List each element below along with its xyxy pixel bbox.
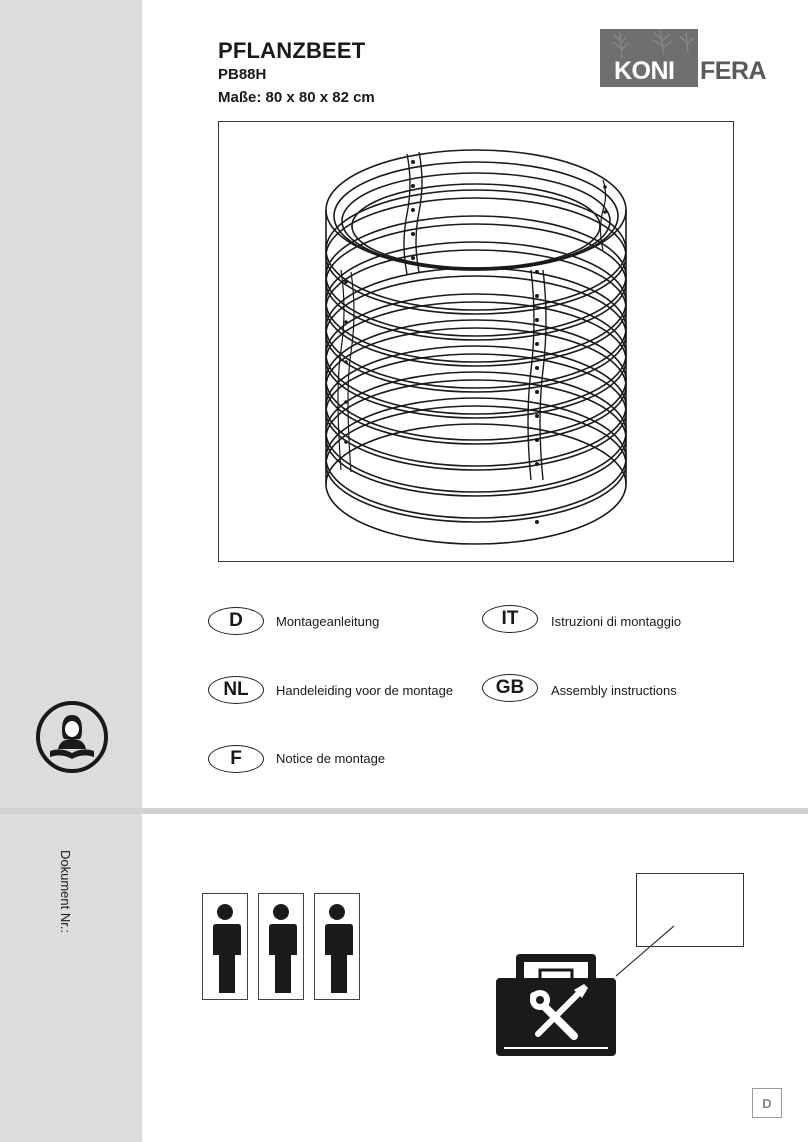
raised-bed-illustration [219, 122, 733, 561]
person-icon [202, 893, 248, 1000]
language-label-it: Istruzioni di montaggio [551, 614, 682, 629]
language-code-nl: NL [208, 676, 264, 704]
person-icon [258, 893, 304, 1000]
language-label-nl: Handeleiding voor de montage [276, 683, 454, 698]
language-code-f: F [208, 745, 264, 773]
document-number-label: Dokument Nr.: [58, 850, 73, 934]
tool-note-box [636, 873, 744, 947]
language-label-f: Notice de montage [276, 751, 386, 766]
logo-text-fera: FERA [700, 57, 767, 85]
product-dimensions: Maße: 80 x 80 x 82 cm [218, 89, 375, 106]
logo-text-koni: KONI [614, 57, 675, 85]
product-title: PFLANZBEET [218, 38, 366, 63]
product-illustration-frame [218, 121, 734, 562]
section-divider [0, 808, 808, 814]
language-code-gb: GB [482, 674, 538, 702]
language-code-it: IT [482, 605, 538, 633]
sidebar [0, 0, 142, 1142]
language-label-d: Montageanleitung [276, 614, 380, 629]
toolbox-icon [494, 950, 618, 1058]
product-model: PB88H [218, 66, 267, 83]
language-code-d: D [208, 607, 264, 635]
person-icon [314, 893, 360, 1000]
reading-person-icon [34, 699, 110, 775]
page-language-badge: D [752, 1088, 782, 1118]
language-label-gb: Assembly instructions [551, 683, 677, 698]
brand-logo [600, 29, 776, 87]
logo-background [600, 29, 698, 87]
